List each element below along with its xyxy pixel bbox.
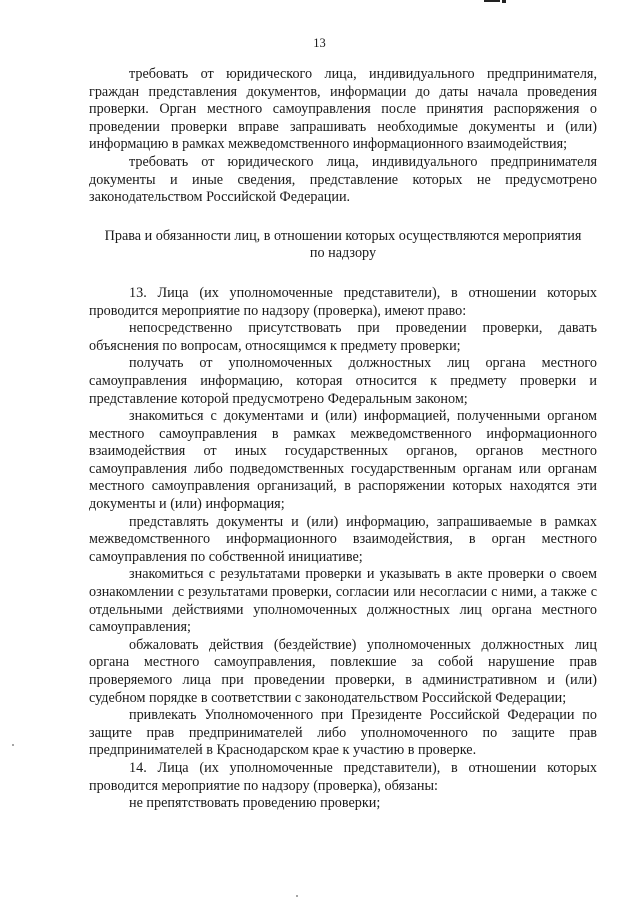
paragraph: не препятствовать проведению проверки; — [129, 795, 381, 812]
paragraph: непосредственно присутствовать при проведении проверки, давать объяснения по вопросам, относящимся к предмету проверки; — [89, 320, 597, 354]
scan-mark — [502, 0, 506, 3]
paragraph: получать от уполномоченных должностных лиц органа местного самоуправления информацию, которая относится к предмету проверки и представление которой предусмотрено Федеральным законом; — [89, 355, 597, 407]
paragraph: 14. Лица (их уполномоченные представители), в отношении которых проводится мероприятие по надзору (проверка), обязаны: — [89, 759, 597, 794]
section-heading: Права и обязанности лиц, в отношении которых осуществляются мероприятия по надзору — [104, 227, 582, 262]
paragraph: представлять документы и (или) информацию, запрашиваемые в рамках межведомственного информационного взаимодействия, в орган местного самоуправления по собственной инициативе; — [89, 513, 597, 565]
paragraph: знакомиться с документами и (или) информацией, полученными органом местного самоуправления в рамках межведомственного информационного взаимодействия от иных государственных органов, органов местного самоуправления либо подведомственных государственным органам или органам местного самоуправления организаций, в распоряжении которых находятся эти документы и (или) информация; — [89, 408, 597, 513]
document-body — [89, 66, 597, 813]
paragraph: требовать от юридического лица, индивидуального предпринимателя документы и иные сведения, представление которых не предусмотрено законодательством Российской Федерации. — [89, 153, 597, 206]
scan-speck — [12, 744, 14, 746]
paragraph: привлекать Уполномоченного при Президенте Российской Федерации по защите прав предпринимателей либо уполномоченного по защите прав предпринимателей в Краснодарском крае к участию в проверке. — [89, 707, 597, 759]
scan-speck — [296, 895, 298, 897]
scan-mark — [484, 0, 500, 2]
paragraph: требовать от юридического лица, индивидуального предпринимателя, граждан представления документов, информации до даты начала проведения проверки. Орган местного самоуправления после принятия распоряжения о проведении проверки вправе запрашивать необходимые документы и (или) информацию в рамках межведомственного информационного взаимодействия; — [89, 66, 597, 153]
paragraph: знакомиться с результатами проверки и указывать в акте проверки о своем ознакомлении с результатами проверки, согласии или несогласии с ними, а также с отдельными действиями уполномоченных должностных лиц органа местного самоуправления; — [89, 566, 597, 636]
paragraph: обжаловать действия (бездействие) уполномоченных должностных лиц органа местного самоуправления, повлекшие за собой нарушение прав проверяемого лица при проведении проверки, в административном и (или) судебном порядке в соответствии с законодательством Российской Федерации; — [89, 636, 597, 706]
page-number: 13 — [313, 36, 326, 50]
paragraph: 13. Лица (их уполномоченные представители), в отношении которых проводится мероприятие по надзору (проверка), имеют право: — [89, 284, 597, 319]
